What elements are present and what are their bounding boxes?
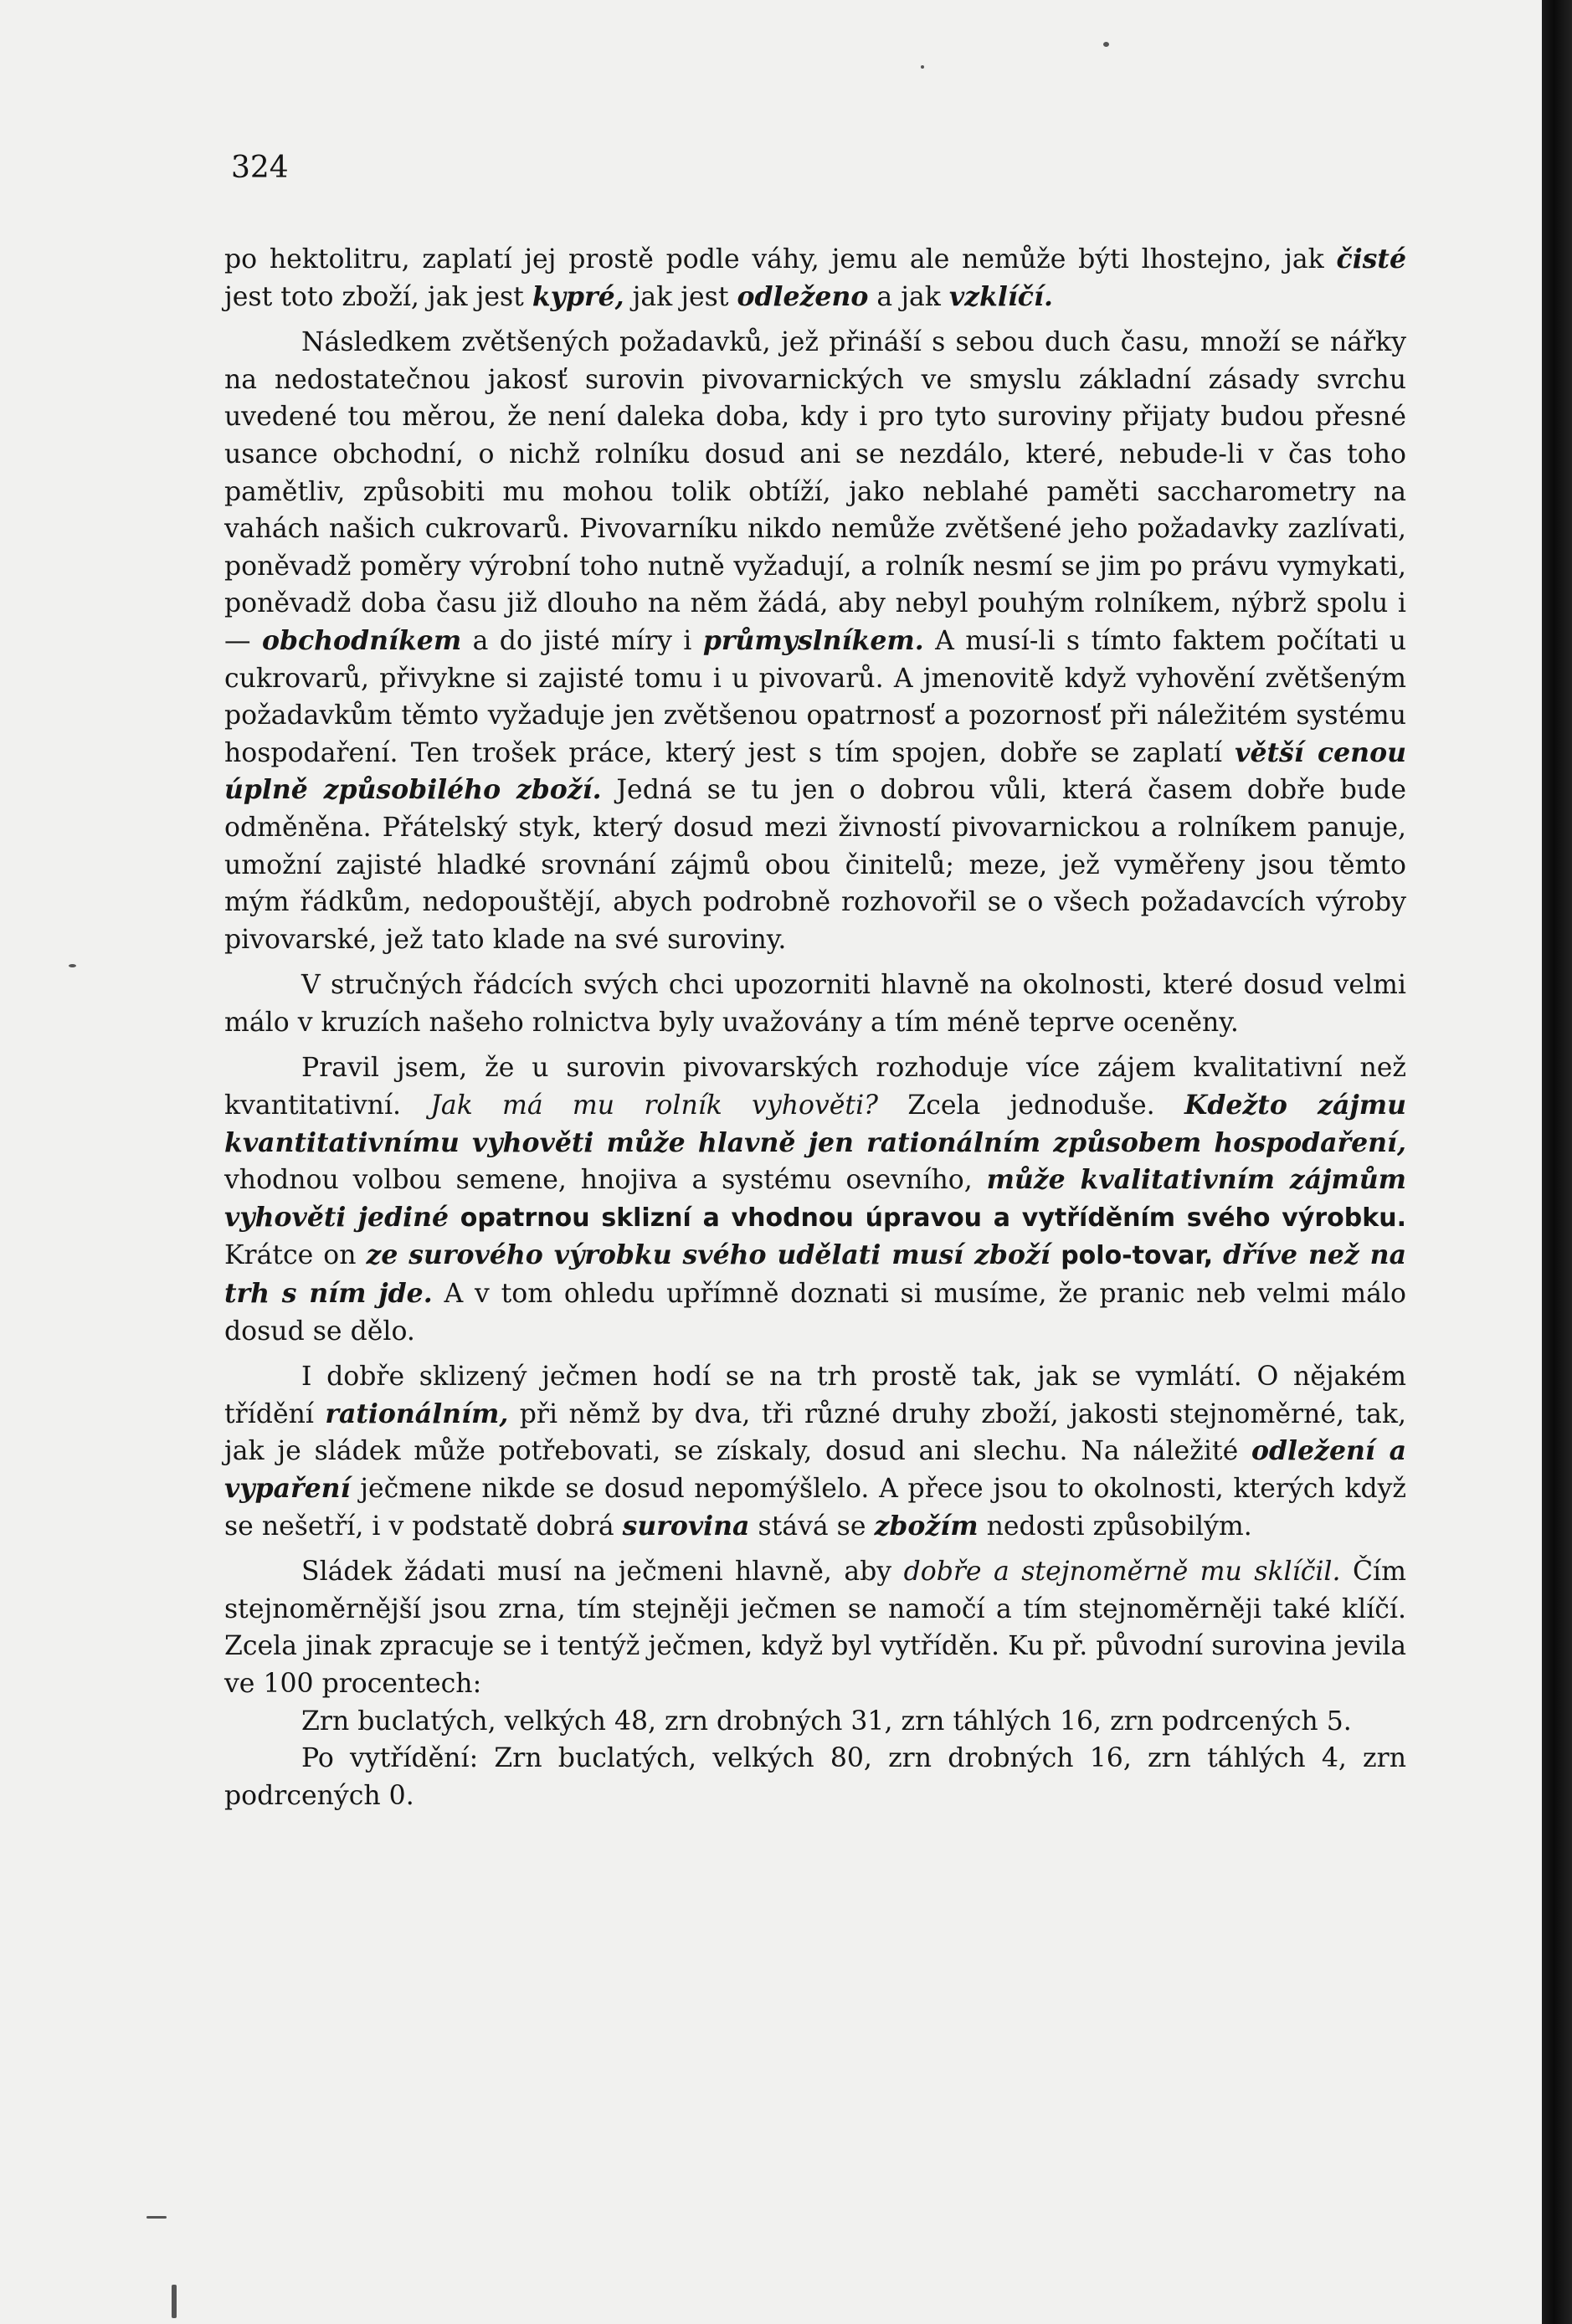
text-run: Pravil jsem, že u surovin pivovarských rozhoduje více zájem kvalitativní než kvantitativní. [224,1053,1406,1121]
paragraph [224,241,1406,316]
paragraph [224,1358,1406,1545]
paragraph [224,967,1406,1041]
emphasized-text: opatrnou sklizní a vhodnou úpravou a vytříděním svého výrobku. [449,1203,1406,1233]
text-run: při němž by dva, tři různé druhy zboží, jakosti stejnoměrné, tak, jak je sládek může potřebovati, se získaly, dosud ani slechu. Na náležité [224,1398,1406,1467]
text-run: Jedná se tu jen o dobrou vůli, která časem dobře bude odměněna. Přátelský styk, který dosud mezi živností pivovarnickou a rolníkem panuje, umožní zajisté hladké srovnání zájmů obou činitelů; meze, jež vyměřeny jsou těmto mým řádkům, nedopouštějí, abych podrobně rozhovořil se o všech požadavcích výroby pivovarské, jež tato klade na své suroviny. [224,775,1406,955]
text-run: A musí-li s tímto faktem počítati u cukrovarů, přivykne si zajisté tomu i u pivovarů. A jmenovitě když vyhovění zvětšeným požadavkům těmto vyžaduje jen zvětšenou opatrnosť a pozornosť při náležitém systému hospodaření. Ten trošek práce, který jest s tím spojen, dobře se zaplatí [224,625,1407,768]
emphasized-text: ze surového výrobku svého udělati musí zboží [366,1239,1051,1271]
emphasized-text: průmyslníkem. [702,624,924,656]
emphasized-text: vzklíčí. [948,280,1053,312]
text-run: Zcela jednoduše. [878,1090,1184,1121]
paragraph [224,1703,1406,1741]
emphasized-text: dříve než na trh s ním jde. [224,1239,1406,1310]
text-run: Čím stejnoměrnější jsou zrna, tím stejněji ječmen se namočí a tím stejnoměrněji také klíčí. Zcela jinak zpracuje se i tentýž ječmen, když byl vytříděn. Ku př. původní surovina jevila ve 100 procentech: [224,1557,1406,1699]
text-run: Krátce on [224,1240,367,1271]
emphasized-text: Kdežto zájmu kvantitativnímu vyhověti může hlavně jen rationálním způsobem hospodaření, [224,1090,1406,1158]
text-run: stává se [749,1511,875,1542]
text-run: nedosti způsobilým. [978,1511,1252,1542]
text-run: I dobře sklizený ječmen hodí se na trh prostě tak, jak se vymlátí. O nějakém třídění [224,1362,1406,1429]
page-edge-shadow [1542,0,1572,2324]
scan-speck [921,65,924,69]
text-run: jest toto zboží, jak jest [224,281,532,312]
scan-speck [146,2216,167,2219]
paragraph [224,1740,1406,1814]
text-run: V stručných řádcích svých chci upozorniti hlavně na okolnosti, které dosud velmi málo v kruzích našeho rolnictva byly uvažovány a tím méně teprve oceněny. [224,970,1406,1038]
page-number: 324 [231,151,289,185]
text-run: vhodnou volbou semene, hnojiva a systému osevního, [224,1165,987,1196]
emphasized-text: Jak má mu rolník vyhověti? [430,1090,879,1121]
emphasized-text: čisté [1336,244,1406,274]
emphasized-text: kypré, [532,280,624,312]
emphasized-text: obchodníkem [261,624,462,656]
emphasized-text: polo-tovar, [1050,1241,1214,1271]
scan-speck [1103,42,1109,47]
emphasized-text: odležení a vypaření [224,1435,1407,1504]
text-run: po hektolitru, zaplatí jej prostě podle váhy, jemu ale nemůže býti lhostejno, jak [224,244,1337,274]
emphasized-text: větší cenou úplně způsobilého zboží. [224,736,1406,806]
text-run: Po vytřídění: Zrn buclatých, velkých 80, zrn drobných 16, zrn táhlých 4, zrn podrcených 0. [224,1743,1406,1811]
emphasized-text: rationálním, [325,1398,509,1429]
emphasized-text: odleženo [737,280,869,312]
text-run: A v tom ohledu upřímně doznati si musíme, že pranic neb velmi málo dosud se dělo. [224,1279,1406,1347]
emphasized-text: dobře a stejnoměrně mu sklíčil. [903,1557,1341,1588]
emphasized-text: zbožím [874,1510,979,1542]
text-run [1213,1240,1223,1270]
paragraph [224,1049,1406,1350]
paragraph [224,324,1406,958]
text-run: Sládek žádati musí na ječmeni hlavně, aby [301,1557,904,1588]
text-run: a jak [868,281,949,312]
emphasized-text: může kvalitativním zájmům vyhověti jediné [224,1164,1406,1233]
text-run: ječmene nikde se dosud nepomýšlelo. A přece jsou to okolnosti, kterých když se nešetří, i v podstatě dobrá [224,1474,1406,1542]
emphasized-text: surovina [622,1510,750,1542]
text-run: a do jisté míry i [461,625,703,656]
text-run: jak jest [624,281,737,312]
body-text [224,241,1406,1814]
scan-speck [69,964,76,967]
text-run: Zrn buclatých, velkých 48, zrn drobných 31, zrn táhlých 16, zrn podrcených 5. [301,1706,1352,1737]
text-run: Následkem zvětšených požadavků, jež přináší s sebou duch času, množí se nářky na nedostatečnou jakosť surovin pivovarnických ve smyslu základní zásady svrchu uvedené tou měrou, že není daleka doba, kdy i pro tyto suroviny přijaty budou přesné usance obchodní, o nichž rolníku dosud ani se nezdálo, které, nebude-li v čas toho pamětliv, způsobiti mu mohou tolik obtíží, jako neblahé paměti saccharometry na vahách našich cukrovarů. Pivovarníku nikdo nemůže zvětšené jeho požadavky zazlívati, poněvadž poměry výrobní toho nutně vyžadují, a rolník nesmí se jim po právu vymykati, poněvadž doba času již dlouho na něm žádá, aby nebyl pouhým rolníkem, nýbrž spolu i — [224,327,1406,656]
paragraph [224,1553,1406,1702]
scan-speck [172,2285,177,2318]
